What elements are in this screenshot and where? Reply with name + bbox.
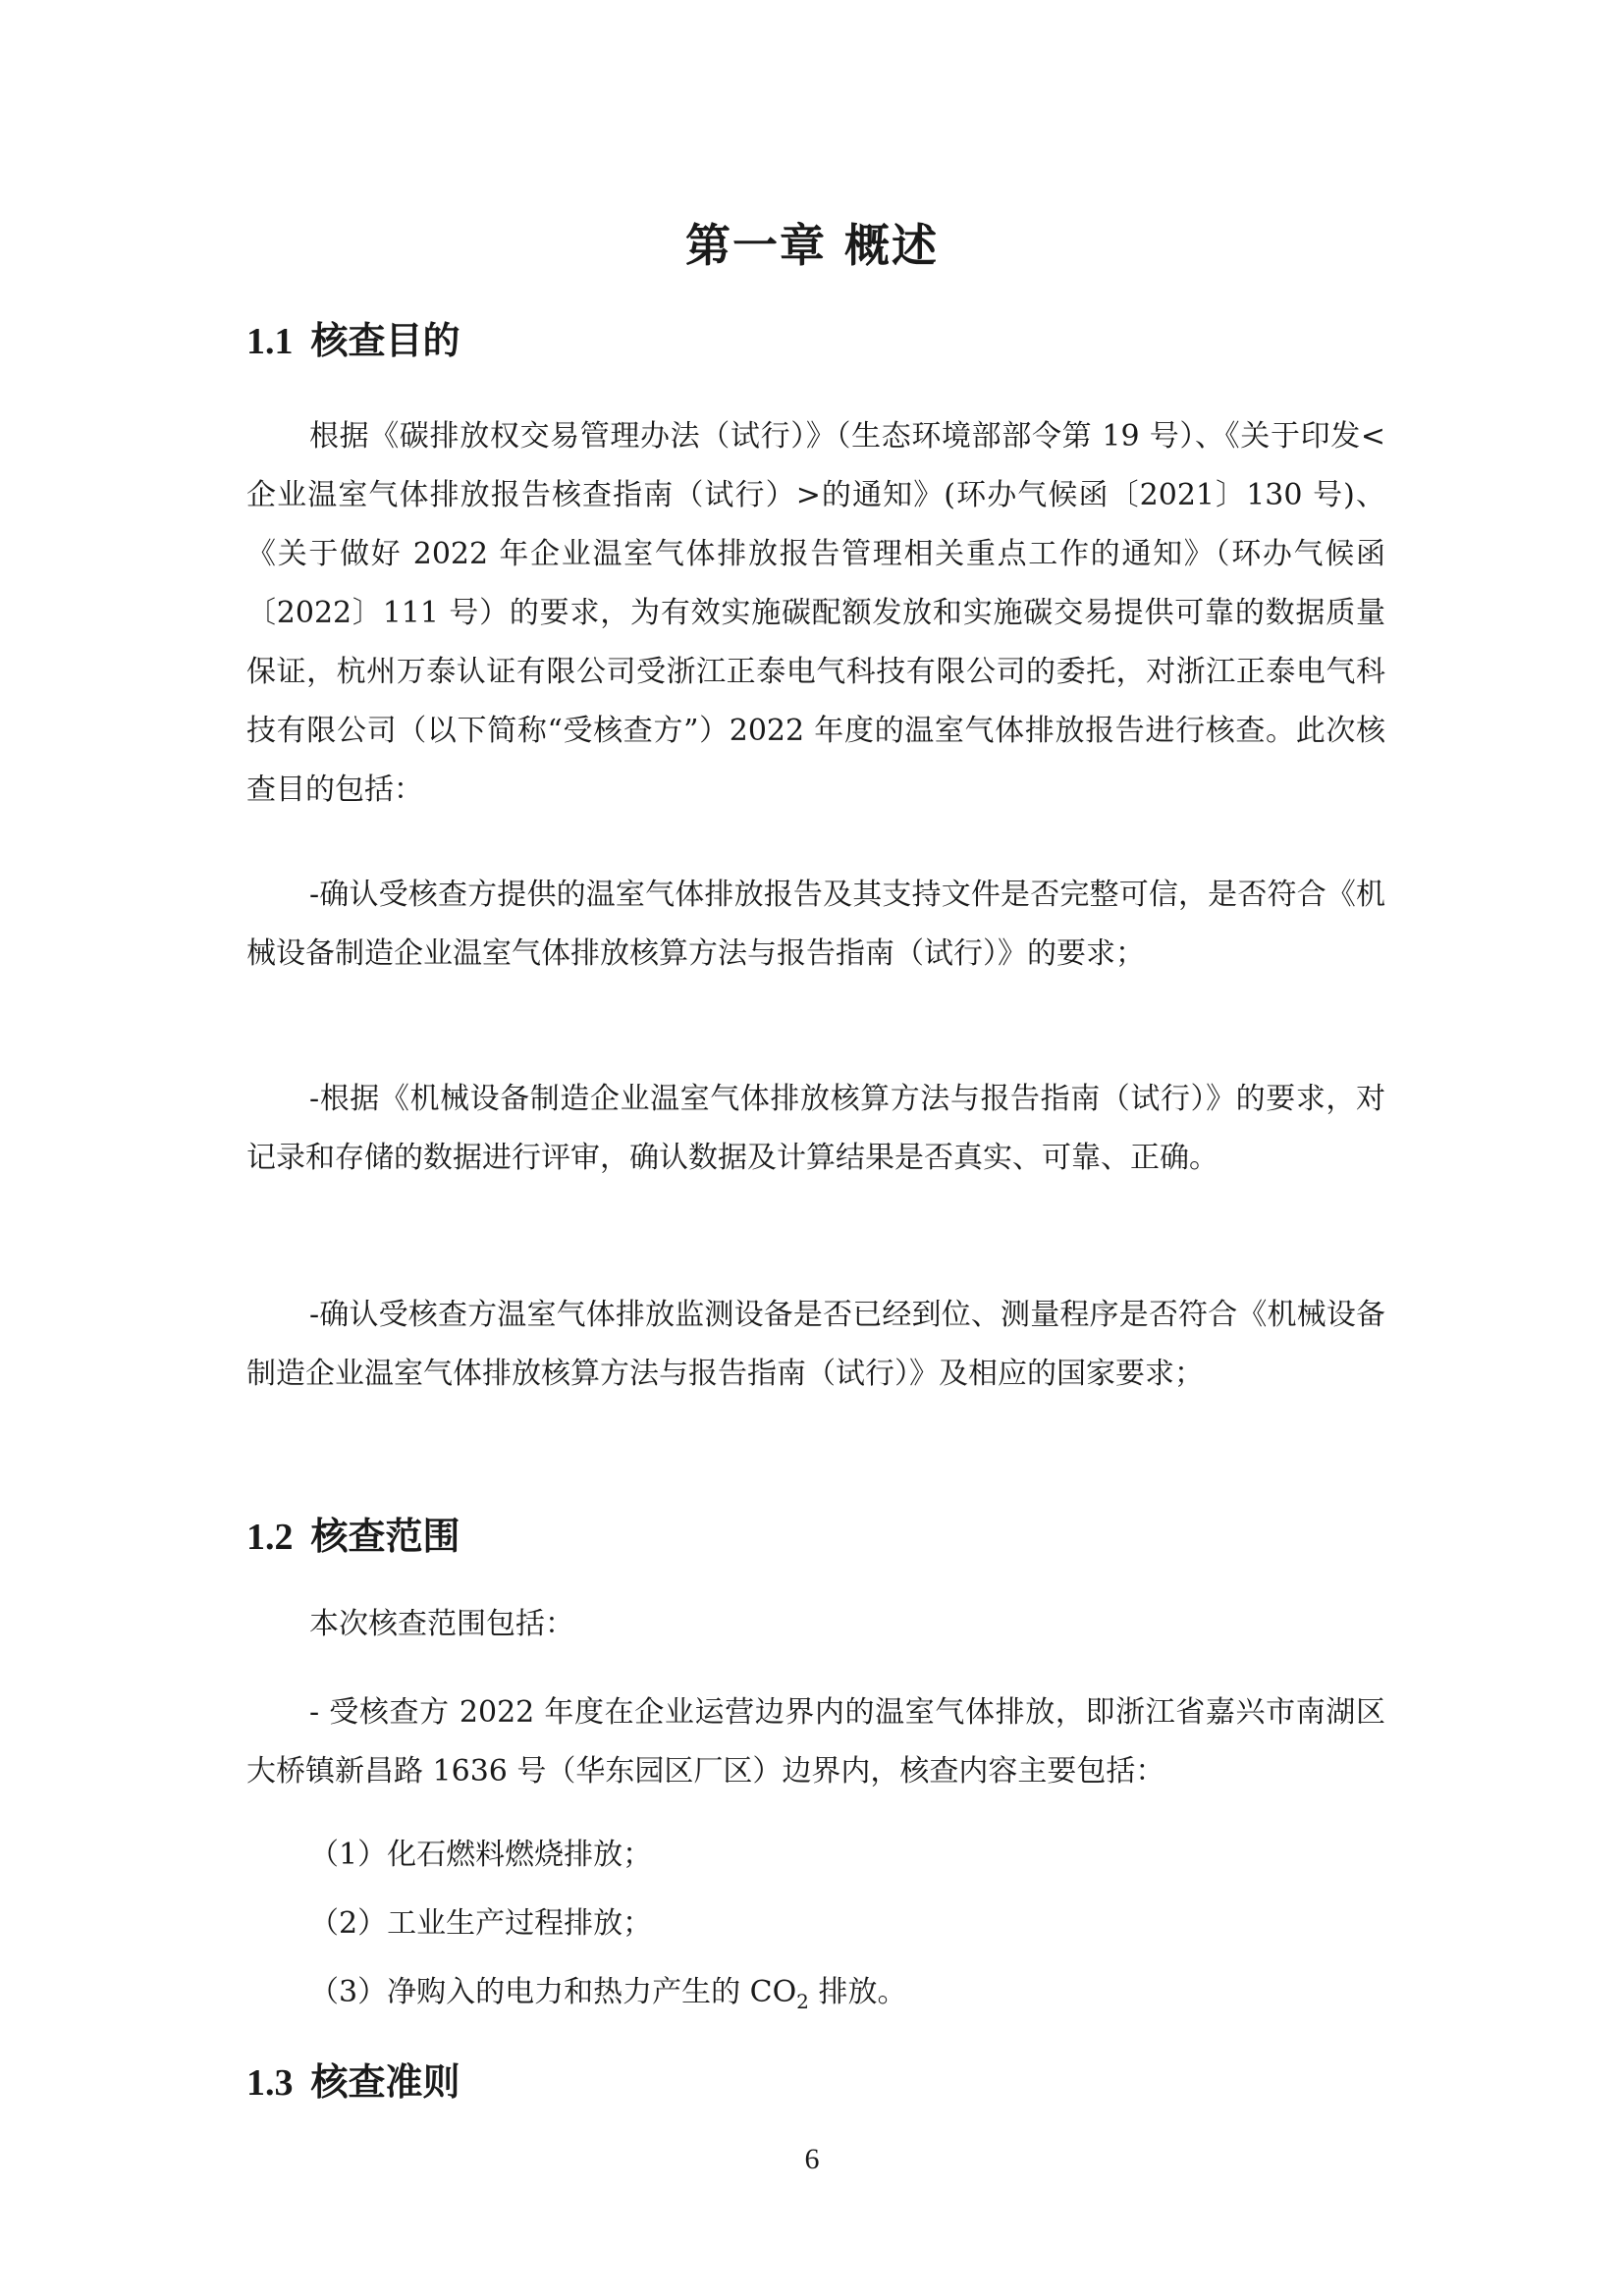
scope-item-1: （1）化石燃料燃烧排放；	[309, 1838, 653, 1872]
scope-item-3	[309, 1963, 906, 2022]
section-heading-1-2	[246, 1506, 460, 1560]
section-number: 1.1	[246, 321, 294, 362]
scope-item-3-text: （3）净购入的电力和热力产生的 CO	[309, 1975, 797, 2009]
section-title: 核查准则	[310, 2060, 460, 2104]
scope-intro: 本次核查范围包括：	[309, 1607, 574, 1641]
section-number: 1.2	[246, 1517, 294, 1558]
scope-item-2: （2）工业生产过程排放；	[309, 1906, 653, 1941]
scope-item-3-suffix: 排放。	[808, 1975, 907, 2009]
section-heading-1-1	[246, 310, 460, 364]
section-title: 核查范围	[310, 1515, 460, 1558]
chapter-title: 第一章 概述	[684, 219, 939, 272]
paragraph-verification-basis: 根据《碳排放权交易管理办法（试行）》（生态环境部部令第 19 号）、《关于印发<企业温室气体排放报告核查指南（试行）>的通知》(环办气候函〔2021〕130 号)、《关于做好 2022 年企业温室气体排放报告管理相关重点工作的通知》（环办气候函〔2022〕111 号）的要求，为有效实施碳配额发放和实施碳交易提供可靠的数据质量保证，杭州万泰认证有限公司受浙江正泰电气科技有限公司的委托，对浙江正泰电气科技有限公司（以下简称“受核查方”）2022 年度的温室气体排放报告进行核查。此次核查目的包括：	[246, 419, 1385, 807]
paragraph-objective-2: -根据《机械设备制造企业温室气体排放核算方法与报告指南（试行）》的要求，对记录和存储的数据进行评审，确认数据及计算结果是否真实、可靠、正确。	[246, 1082, 1385, 1175]
paragraph-objective-3: -确认受核查方温室气体排放监测设备是否已经到位、测量程序是否符合《机械设备制造企业温室气体排放核算方法与报告指南（试行）》及相应的国家要求；	[246, 1298, 1385, 1391]
section-title: 核查目的	[310, 319, 460, 362]
page-number: 6	[804, 2143, 820, 2175]
section-heading-1-3	[246, 2052, 460, 2106]
section-number: 1.3	[246, 2062, 294, 2104]
paragraph-objective-1: -确认受核查方提供的温室气体排放报告及其支持文件是否完整可信，是否符合《机械设备制造企业温室气体排放核算方法与报告指南（试行）》的要求；	[246, 878, 1385, 971]
co2-subscript: 2	[796, 1990, 809, 2013]
paragraph-scope: - 受核查方 2022 年度在企业运营边界内的温室气体排放，即浙江省嘉兴市南湖区大桥镇新昌路 1636 号（华东园区厂区）边界内，核查内容主要包括：	[246, 1695, 1385, 1789]
